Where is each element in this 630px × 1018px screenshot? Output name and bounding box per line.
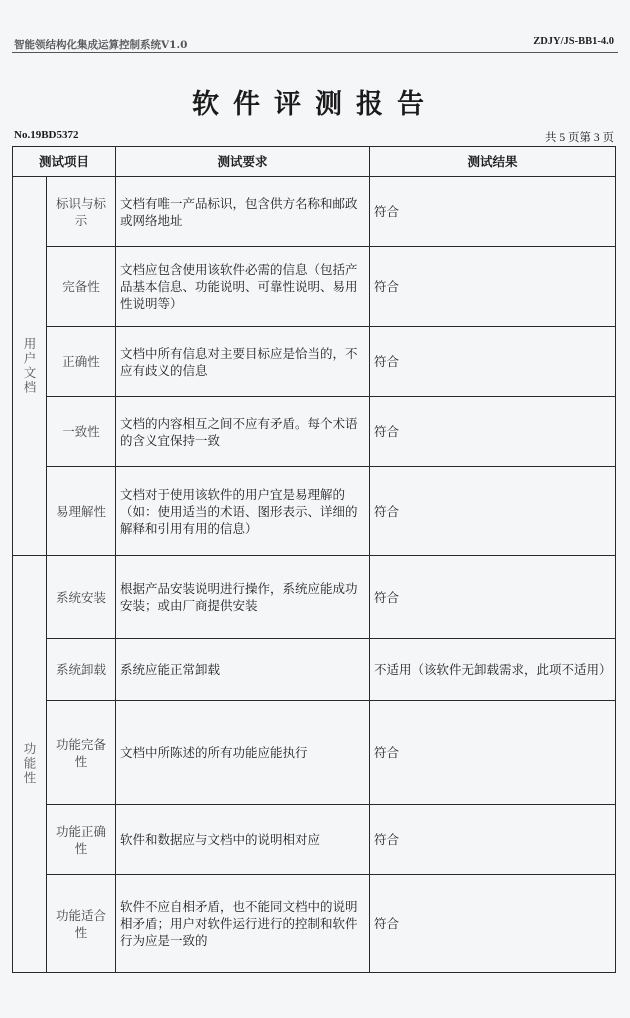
table-row [13,247,616,327]
result-cell: 符合 [370,397,616,467]
item-cell: 正确性 [47,327,116,397]
group-label-user-docs [13,177,47,556]
requirement-cell: 根据产品安装说明进行操作，系统应能成功安装；或由厂商提供安装 [116,556,370,639]
table-row [13,327,616,397]
group-label-text: 功能性 [22,742,37,786]
test-results-table [12,146,616,973]
result-cell: 符合 [370,556,616,639]
group-label-text: 用户文档 [22,337,37,395]
result-cell: 符合 [370,177,616,247]
table-row [13,556,616,639]
col-header-result: 测试结果 [370,147,616,177]
table-row [13,701,616,805]
col-header-requirement: 测试要求 [116,147,370,177]
table-row [13,467,616,556]
table-row [13,875,616,973]
result-cell: 符合 [370,875,616,973]
item-cell: 完备性 [47,247,116,327]
result-cell: 符合 [370,247,616,327]
table-row [13,397,616,467]
item-cell: 功能完备性 [47,701,116,805]
col-header-item: 测试项目 [13,147,116,177]
result-cell: 符合 [370,701,616,805]
page-info: 共 5 页第 3 页 [545,132,614,144]
requirement-cell: 文档应包含使用该软件必需的信息（包括产品基本信息、功能说明、可靠性说明、易用性说明等） [116,247,370,327]
requirement-cell: 软件不应自相矛盾，也不能同文档中的说明相矛盾；用户对软件运行进行的控制和软件行为应是一致的 [116,875,370,973]
table-row [13,177,616,247]
report-number: No.19BD5372 [14,129,79,141]
result-cell: 符合 [370,467,616,556]
header-rule [12,52,618,53]
requirement-cell: 系统应能正常卸载 [116,639,370,701]
requirement-cell: 文档中所陈述的所有功能应能执行 [116,701,370,805]
page-title: 软件评测报告 [192,89,438,120]
item-cell: 一致性 [47,397,116,467]
item-cell: 功能适合性 [47,875,116,973]
requirement-cell: 文档对于使用该软件的用户宜是易理解的（如：使用适当的术语、图形表示、详细的解释和引用有用的信息） [116,467,370,556]
table-row [13,639,616,701]
result-cell: 符合 [370,327,616,397]
system-name: 智能领结构化集成运算控制系统V1.0 [14,39,188,51]
item-cell: 系统卸载 [47,639,116,701]
table-row [13,805,616,875]
requirement-cell: 文档中所有信息对主要目标应是恰当的，不应有歧义的信息 [116,327,370,397]
item-cell: 易理解性 [47,467,116,556]
item-cell: 功能正确性 [47,805,116,875]
group-label-functionality [13,556,47,973]
requirement-cell: 文档的内容相互之间不应有矛盾。每个术语的含义宜保持一致 [116,397,370,467]
item-cell: 标识与标示 [47,177,116,247]
result-cell: 不适用（该软件无卸载需求，此项不适用） [370,639,616,701]
item-cell: 系统安装 [47,556,116,639]
requirement-cell: 文档有唯一产品标识，包含供方名称和邮政或网络地址 [116,177,370,247]
table-header-row [13,147,616,177]
result-cell: 符合 [370,805,616,875]
doc-code: ZDJY/JS-BB1-4.0 [533,36,614,47]
requirement-cell: 软件和数据应与文档中的说明相对应 [116,805,370,875]
